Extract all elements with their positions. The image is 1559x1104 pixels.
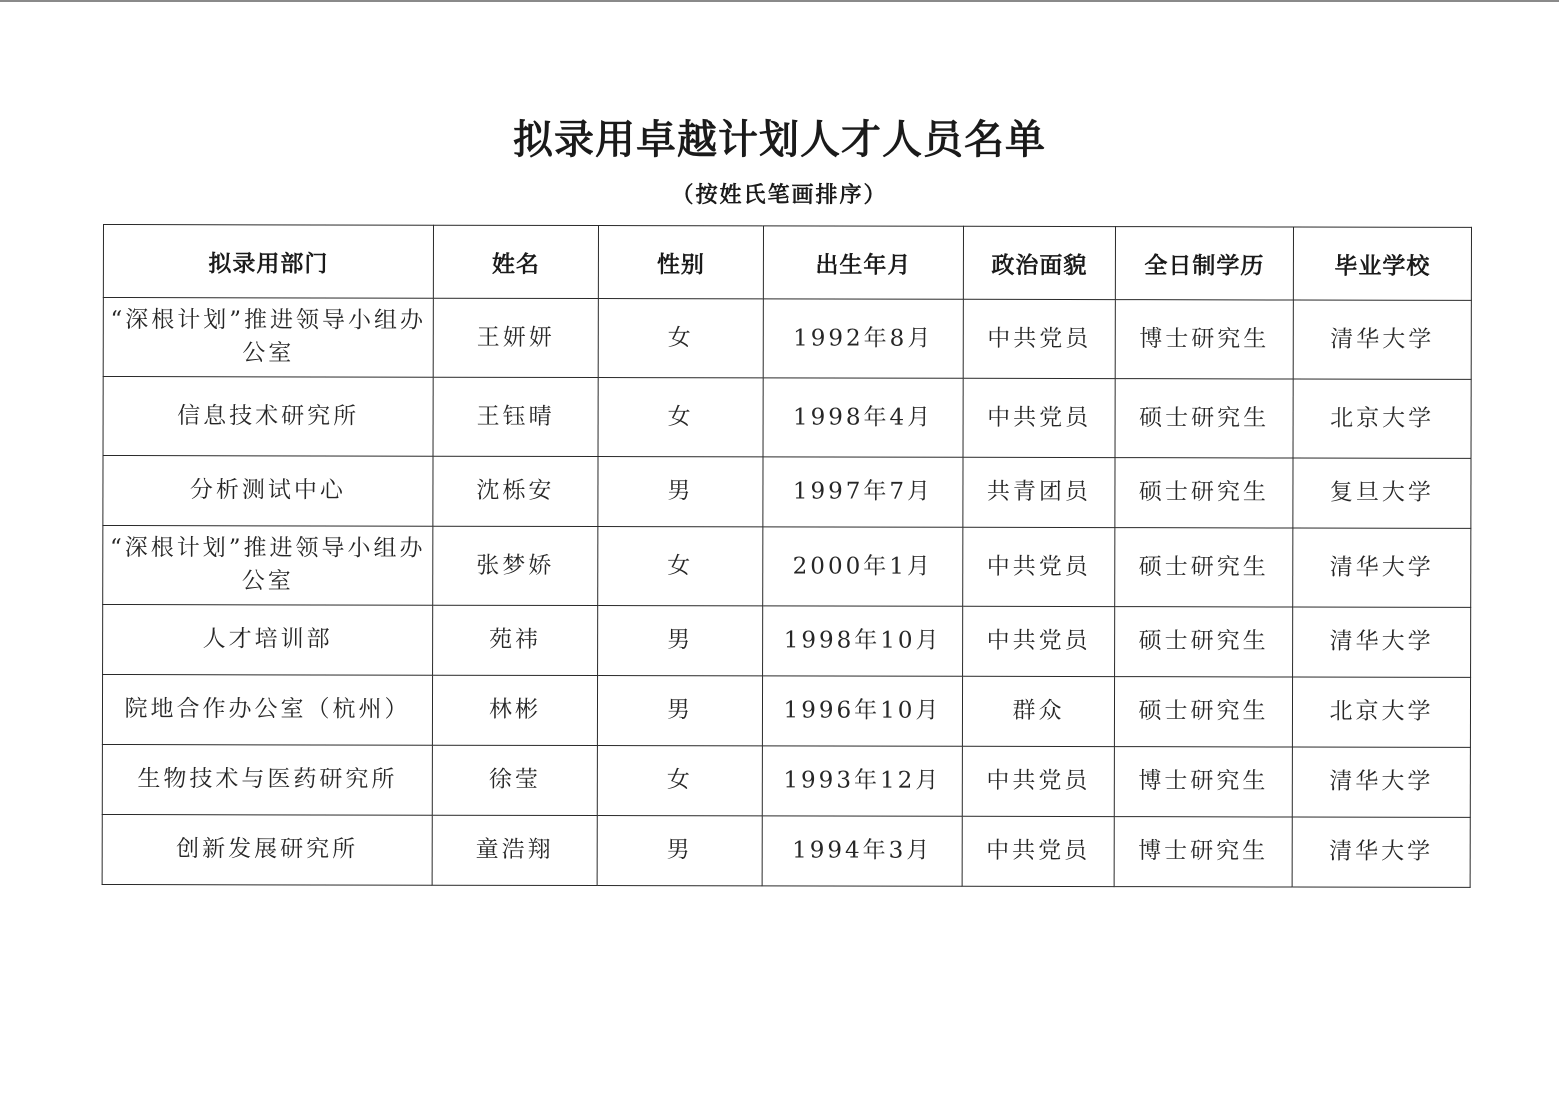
cell-name: 林彬 [432,675,597,745]
cell-school: 清华大学 [1292,747,1470,817]
cell-gender: 男 [598,606,763,676]
header-name: 姓名 [433,225,598,298]
cell-gender: 女 [598,299,763,378]
cell-name: 徐莹 [432,745,597,815]
document-subtitle: （按姓氏笔画排序） [671,183,888,208]
scan-edge-line [0,0,1559,2]
cell-department: 创新发展研究所 [102,814,432,885]
cell-education: 硕士研究生 [1115,458,1293,528]
cell-education: 硕士研究生 [1115,528,1293,607]
table-row [103,298,1471,380]
cell-education: 博士研究生 [1114,817,1292,887]
table-header [103,225,1471,301]
cell-school: 复旦大学 [1293,458,1471,528]
candidate-table [102,224,1472,888]
cell-birth-date: 1992年8月 [763,299,963,378]
cell-gender: 女 [597,746,762,816]
table-row [103,526,1471,608]
table-row [102,675,1470,748]
cell-political-status: 中共党员 [963,378,1115,457]
cell-name: 童浩翔 [432,815,597,885]
cell-gender: 男 [597,816,762,886]
table-row [103,605,1471,678]
cell-education: 硕士研究生 [1115,379,1293,458]
cell-education: 博士研究生 [1114,747,1292,817]
cell-birth-date: 2000年1月 [763,527,963,606]
cell-birth-date: 1998年10月 [763,606,963,676]
cell-department: 信息技术研究所 [103,377,433,457]
cell-name: 沈栎安 [433,456,598,526]
cell-political-status: 中共党员 [963,299,1115,378]
table-row [102,744,1470,817]
cell-political-status: 共青团员 [963,457,1115,527]
cell-birth-date: 1997年7月 [763,457,963,527]
cell-school: 清华大学 [1293,300,1471,379]
document-title: 拟录用卓越计划人才人员名单 [513,117,1046,163]
cell-political-status: 中共党员 [963,606,1115,676]
table-body [102,298,1471,888]
cell-political-status: 群众 [962,676,1114,746]
cell-department: “深根计划”推进领导小组办公室 [103,526,433,606]
table-row [103,456,1471,529]
cell-department: 分析测试中心 [103,456,433,527]
cell-school: 北京大学 [1292,677,1470,747]
cell-name: 张梦娇 [433,526,598,605]
cell-department: “深根计划”推进领导小组办公室 [103,298,433,378]
cell-name: 王妍妍 [433,298,598,377]
cell-political-status: 中共党员 [962,746,1114,816]
cell-gender: 女 [598,378,763,457]
cell-birth-date: 1994年3月 [762,816,962,886]
cell-education: 博士研究生 [1115,300,1293,379]
table-row [103,377,1471,459]
header-political-status: 政治面貌 [963,226,1115,299]
cell-gender: 男 [597,676,762,746]
cell-birth-date: 1993年12月 [762,746,962,816]
header-row [103,225,1471,301]
cell-name: 苑祎 [433,605,598,675]
header-department: 拟录用部门 [103,225,433,299]
cell-gender: 男 [598,457,763,527]
cell-department: 院地合作办公室（杭州） [102,675,432,746]
cell-school: 清华大学 [1292,817,1470,887]
cell-school: 清华大学 [1293,607,1471,677]
cell-political-status: 中共党员 [963,527,1115,606]
cell-school: 北京大学 [1293,379,1471,458]
header-gender: 性别 [598,226,763,299]
header-education: 全日制学历 [1115,227,1293,300]
cell-name: 王钰晴 [433,377,598,456]
cell-department: 生物技术与医药研究所 [102,744,432,815]
cell-birth-date: 1996年10月 [762,676,962,746]
cell-education: 硕士研究生 [1114,677,1292,747]
cell-department: 人才培训部 [103,605,433,676]
cell-education: 硕士研究生 [1115,607,1293,677]
cell-birth-date: 1998年4月 [763,378,963,457]
header-birth-date: 出生年月 [763,226,963,299]
table-row [102,814,1470,887]
cell-gender: 女 [598,527,763,606]
header-school: 毕业学校 [1293,227,1471,300]
cell-political-status: 中共党员 [962,816,1114,886]
cell-school: 清华大学 [1293,528,1471,607]
